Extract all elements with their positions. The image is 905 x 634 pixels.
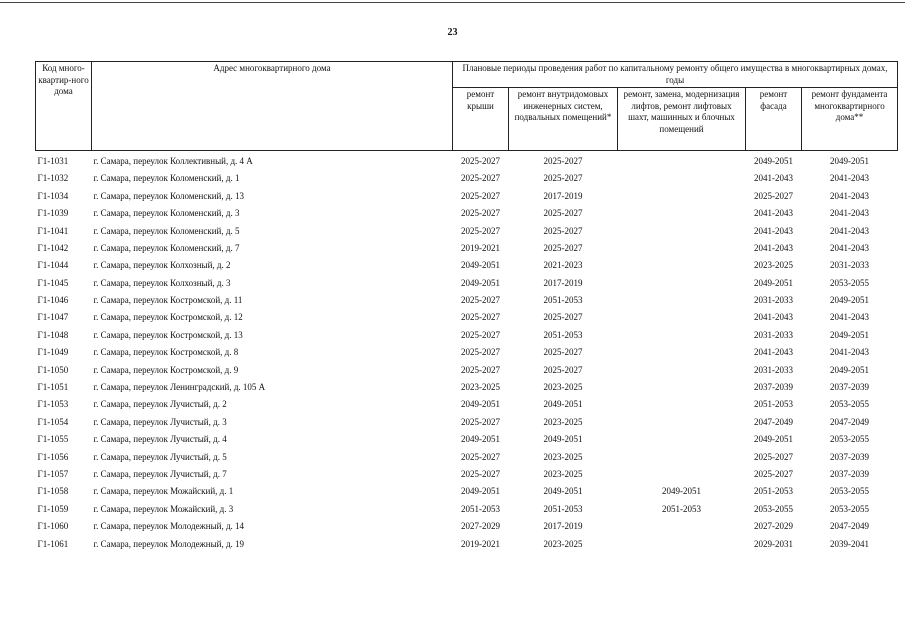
table-row: [36, 501, 898, 518]
cell-address: г. Самара, переулок Можайский, д. 3: [93, 503, 234, 514]
cell-elevators: [618, 151, 746, 171]
cell-engineering: 2025-2027: [543, 155, 583, 166]
cell-elevators: [618, 379, 746, 396]
cell-roof: 2019-2021: [461, 242, 500, 253]
cell-code: Г1-1050: [37, 364, 69, 375]
cell-foundation: 2041-2043: [830, 242, 870, 253]
cell-engineering: 2051-2053: [543, 329, 583, 340]
cell-code: Г1-1055: [37, 434, 69, 445]
cell-roof: 2019-2021: [461, 538, 500, 549]
cell-code: Г1-1047: [37, 312, 69, 323]
cell-facade: 2031-2033: [754, 295, 793, 306]
cell-roof: 2025-2027: [461, 329, 500, 340]
cell-elevators: [618, 396, 746, 413]
cell-elevators: [618, 205, 746, 222]
table-row: [36, 483, 898, 500]
cell-roof: 2049-2051: [461, 260, 500, 271]
cell-facade: 2051-2053: [754, 486, 793, 497]
header-code: Код много-квартир-ного дома: [36, 62, 92, 151]
cell-facade: 2049-2051: [754, 434, 793, 445]
cell-address: г. Самара, переулок Колхозный, д. 2: [93, 260, 231, 271]
table-row: [36, 379, 898, 396]
cell-foundation: 2037-2039: [830, 451, 870, 462]
cell-foundation: 2049-2051: [830, 364, 870, 375]
cell-elevators: [618, 310, 746, 327]
cell-elevators: [618, 275, 746, 292]
cell-elevators: [618, 414, 746, 431]
cell-engineering: 2017-2019: [543, 277, 583, 288]
cell-elevators: [618, 344, 746, 361]
cell-code: Г1-1041: [37, 225, 69, 236]
cell-foundation: 2053-2055: [830, 486, 870, 497]
cell-roof: 2025-2027: [461, 155, 500, 166]
table-row: [36, 275, 898, 292]
table-row: [36, 188, 898, 205]
table-row: [36, 466, 898, 483]
table-row: [36, 431, 898, 448]
table-row: [36, 205, 898, 222]
table-row: [36, 170, 898, 187]
cell-elevators: [618, 170, 746, 187]
cell-address: г. Самара, переулок Молодежный, д. 14: [93, 521, 245, 532]
cell-elevators: [618, 518, 746, 535]
cell-foundation: 2053-2055: [830, 503, 870, 514]
cell-engineering: 2017-2019: [543, 521, 583, 532]
cell-address: г. Самара, переулок Коломенский, д. 1: [93, 173, 240, 184]
cell-facade: 2041-2043: [754, 225, 793, 236]
cell-roof: 2051-2053: [461, 503, 500, 514]
cell-facade: 2047-2049: [754, 416, 793, 427]
cell-engineering: 2023-2025: [543, 538, 583, 549]
cell-foundation: 2041-2043: [830, 347, 870, 358]
cell-engineering: 2049-2051: [543, 399, 583, 410]
cell-engineering: 2025-2027: [543, 364, 583, 375]
cell-foundation: 2031-2033: [830, 260, 870, 271]
page-number: 23: [447, 27, 458, 38]
cell-code: Г1-1044: [37, 260, 69, 271]
cell-elevators: [618, 257, 746, 274]
cell-facade: 2025-2027: [754, 468, 793, 479]
cell-foundation: 2053-2055: [830, 434, 870, 445]
cell-address: г. Самара, переулок Лучистый, д. 3: [93, 416, 227, 427]
cell-roof: 2049-2051: [461, 277, 500, 288]
cell-elevators: 2049-2051: [662, 486, 701, 497]
cell-code: Г1-1053: [37, 399, 69, 410]
cell-code: Г1-1039: [37, 208, 69, 219]
header-engineering: ремонт внутридомовых инженерных систем, подвальных помещений*: [509, 88, 618, 151]
cell-foundation: 2037-2039: [830, 382, 870, 393]
cell-foundation: 2053-2055: [830, 399, 870, 410]
header-address: Адрес многоквартирного дома: [92, 62, 453, 151]
cell-address: г. Самара, переулок Ленинградский, д. 105 А: [93, 382, 266, 393]
cell-roof: 2049-2051: [461, 486, 500, 497]
cell-elevators: 2051-2053: [662, 503, 701, 514]
cell-facade: 2049-2051: [754, 155, 793, 166]
cell-address: г. Самара, переулок Можайский, д. 1: [93, 486, 234, 497]
cell-address: г. Самара, переулок Костромской, д. 11: [93, 295, 243, 306]
cell-code: Г1-1049: [37, 347, 69, 358]
cell-engineering: 2051-2053: [543, 503, 583, 514]
header-periods: Плановые периоды проведения работ по капитальному ремонту общего имущества в многоквартирных домах, годы: [453, 62, 898, 88]
cell-code: Г1-1060: [37, 521, 69, 532]
cell-foundation: 2041-2043: [830, 208, 870, 219]
cell-address: г. Самара, переулок Коломенский, д. 3: [93, 208, 240, 219]
cell-facade: 2031-2033: [754, 329, 793, 340]
cell-facade: 2027-2029: [754, 521, 793, 532]
cell-foundation: 2049-2051: [830, 295, 870, 306]
table-row: [36, 396, 898, 413]
table-row: [36, 310, 898, 327]
cell-elevators: [618, 431, 746, 448]
cell-foundation: 2053-2055: [830, 277, 870, 288]
cell-facade: 2037-2039: [754, 382, 793, 393]
cell-elevators: [618, 449, 746, 466]
cell-foundation: 2047-2049: [830, 416, 870, 427]
cell-address: г. Самара, переулок Лучистый, д. 2: [93, 399, 227, 410]
cell-code: Г1-1045: [37, 277, 69, 288]
cell-engineering: 2023-2025: [543, 382, 583, 393]
cell-code: Г1-1042: [37, 242, 69, 253]
table-row: [36, 362, 898, 379]
cell-address: г. Самара, переулок Костромской, д. 13: [93, 329, 243, 340]
cell-code: Г1-1046: [37, 295, 69, 306]
cell-engineering: 2049-2051: [543, 486, 583, 497]
table-row: [36, 240, 898, 257]
cell-code: Г1-1057: [37, 468, 69, 479]
table-body: [36, 151, 898, 553]
header-elevators: ремонт, замена, модернизация лифтов, ремонт лифтовых шахт, машинных и блочных помещений: [618, 88, 746, 151]
cell-facade: 2041-2043: [754, 173, 793, 184]
cell-address: г. Самара, переулок Лучистый, д. 7: [93, 468, 227, 479]
header-roof: ремонт крыши: [453, 88, 509, 151]
cell-address: г. Самара, переулок Лучистый, д. 5: [93, 451, 227, 462]
table-row: [36, 292, 898, 309]
cell-foundation: 2041-2043: [830, 190, 870, 201]
cell-facade: 2053-2055: [754, 503, 793, 514]
table-row: [36, 414, 898, 431]
cell-roof: 2023-2025: [461, 382, 500, 393]
cell-facade: 2023-2025: [754, 260, 793, 271]
cell-foundation: 2039-2041: [830, 538, 870, 549]
cell-foundation: 2041-2043: [830, 225, 870, 236]
cell-engineering: 2023-2025: [543, 451, 583, 462]
cell-facade: 2031-2033: [754, 364, 793, 375]
cell-address: г. Самара, переулок Костромской, д. 12: [93, 312, 243, 323]
repair-schedule-table: [35, 61, 898, 553]
cell-facade: 2041-2043: [754, 242, 793, 253]
cell-engineering: 2023-2025: [543, 416, 583, 427]
cell-engineering: 2051-2053: [543, 295, 583, 306]
cell-elevators: [618, 536, 746, 553]
cell-address: г. Самара, переулок Костромской, д. 8: [93, 347, 239, 358]
cell-code: Г1-1059: [37, 503, 69, 514]
header-facade: ремонт фасада: [746, 88, 802, 151]
cell-facade: 2029-2031: [754, 538, 793, 549]
cell-address: г. Самара, переулок Коломенский, д. 7: [93, 242, 240, 253]
cell-facade: 2051-2053: [754, 399, 793, 410]
cell-engineering: 2023-2025: [543, 468, 583, 479]
cell-code: Г1-1061: [37, 538, 69, 549]
cell-code: Г1-1058: [37, 486, 69, 497]
table-row: [36, 257, 898, 274]
table-row: [36, 518, 898, 535]
cell-roof: 2025-2027: [461, 468, 500, 479]
cell-engineering: 2025-2027: [543, 173, 583, 184]
cell-engineering: 2017-2019: [543, 190, 583, 201]
cell-elevators: [618, 292, 746, 309]
cell-roof: 2025-2027: [461, 312, 500, 323]
cell-address: г. Самара, переулок Коллективный, д. 4 А: [93, 155, 253, 166]
cell-address: г. Самара, переулок Лучистый, д. 4: [93, 434, 227, 445]
cell-foundation: 2049-2051: [830, 155, 870, 166]
cell-roof: 2025-2027: [461, 173, 500, 184]
cell-address: г. Самара, переулок Коломенский, д. 13: [93, 190, 244, 201]
cell-facade: 2041-2043: [754, 312, 793, 323]
cell-code: Г1-1031: [37, 155, 69, 166]
cell-roof: 2025-2027: [461, 364, 500, 375]
cell-facade: 2049-2051: [754, 277, 793, 288]
cell-code: Г1-1054: [37, 416, 69, 427]
top-rule: [0, 2, 905, 3]
cell-elevators: [618, 466, 746, 483]
header-foundation: ремонт фундамента многоквартирного дома**: [802, 88, 898, 151]
cell-roof: 2027-2029: [461, 521, 500, 532]
cell-code: Г1-1034: [37, 190, 69, 201]
cell-foundation: 2041-2043: [830, 173, 870, 184]
cell-engineering: 2025-2027: [543, 242, 583, 253]
cell-roof: 2049-2051: [461, 399, 500, 410]
cell-roof: 2025-2027: [461, 208, 500, 219]
cell-roof: 2025-2027: [461, 416, 500, 427]
cell-elevators: [618, 362, 746, 379]
cell-roof: 2049-2051: [461, 434, 500, 445]
cell-foundation: 2037-2039: [830, 468, 870, 479]
cell-engineering: 2025-2027: [543, 347, 583, 358]
cell-roof: 2025-2027: [461, 451, 500, 462]
cell-engineering: 2025-2027: [543, 208, 583, 219]
cell-code: Г1-1048: [37, 329, 69, 340]
cell-engineering: 2025-2027: [543, 225, 583, 236]
table-row: [36, 327, 898, 344]
cell-roof: 2025-2027: [461, 347, 500, 358]
cell-elevators: [618, 240, 746, 257]
cell-engineering: 2021-2023: [543, 260, 583, 271]
cell-address: г. Самара, переулок Колхозный, д. 3: [93, 277, 231, 288]
cell-facade: 2041-2043: [754, 347, 793, 358]
cell-roof: 2025-2027: [461, 190, 500, 201]
cell-elevators: [618, 188, 746, 205]
cell-facade: 2025-2027: [754, 451, 793, 462]
cell-engineering: 2025-2027: [543, 312, 583, 323]
cell-elevators: [618, 327, 746, 344]
cell-roof: 2025-2027: [461, 225, 500, 236]
table-row: [36, 449, 898, 466]
table-row: [36, 151, 898, 171]
cell-code: Г1-1056: [37, 451, 69, 462]
cell-code: Г1-1032: [37, 173, 69, 184]
cell-code: Г1-1051: [37, 382, 69, 393]
cell-elevators: [618, 223, 746, 240]
cell-foundation: 2041-2043: [830, 312, 870, 323]
cell-address: г. Самара, переулок Коломенский, д. 5: [93, 225, 240, 236]
table-row: [36, 536, 898, 553]
cell-facade: 2025-2027: [754, 190, 793, 201]
cell-engineering: 2049-2051: [543, 434, 583, 445]
cell-roof: 2025-2027: [461, 295, 500, 306]
table-header: [36, 62, 898, 151]
cell-address: г. Самара, переулок Костромской, д. 9: [93, 364, 239, 375]
cell-foundation: 2047-2049: [830, 521, 870, 532]
table-row: [36, 223, 898, 240]
cell-address: г. Самара, переулок Молодежный, д. 19: [93, 538, 245, 549]
cell-facade: 2041-2043: [754, 208, 793, 219]
table-row: [36, 344, 898, 361]
cell-foundation: 2049-2051: [830, 329, 870, 340]
